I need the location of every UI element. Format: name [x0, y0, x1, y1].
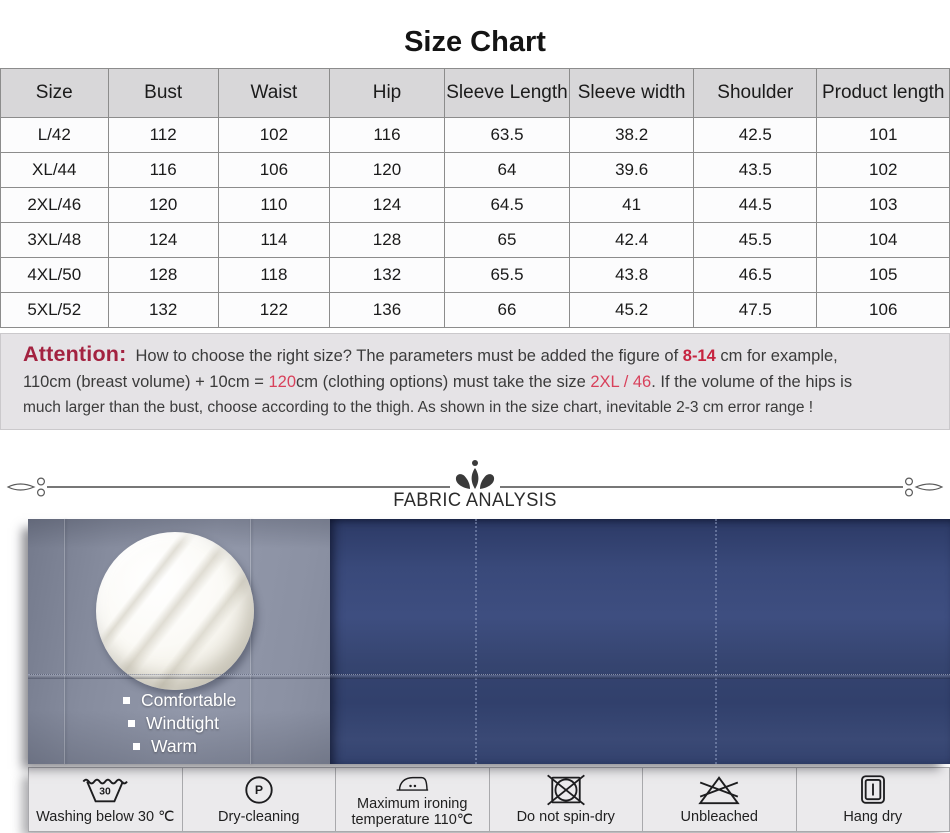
quilt-seam [28, 674, 950, 679]
measure-cell: 45.5 [694, 223, 817, 258]
iron-110-icon [388, 771, 436, 793]
measure-cell: 128 [330, 223, 445, 258]
feature-item [128, 712, 236, 735]
table-row [1, 153, 950, 188]
measure-cell: 65.5 [444, 258, 569, 293]
measure-cell: 124 [108, 223, 218, 258]
svg-text:30: 30 [99, 786, 112, 798]
cotton-filling-inset [96, 532, 254, 690]
fabric-photo [28, 519, 950, 764]
measure-cell: 66 [444, 293, 569, 328]
care-label: Washing below 30 ℃ [36, 808, 175, 825]
measure-cell: 136 [330, 293, 445, 328]
measure-cell: 116 [330, 118, 445, 153]
measure-cell: 64.5 [444, 188, 569, 223]
fabric-gray-panel [28, 519, 330, 764]
fabric-seam [250, 519, 251, 764]
attention-segment: 110cm (breast volume) + 10cm = [23, 372, 269, 391]
wash-30-icon [81, 774, 129, 806]
care-item-ironing [336, 768, 490, 831]
page-title: Size Chart [404, 26, 546, 58]
measure-cell: 112 [108, 118, 218, 153]
measure-cell: 124 [330, 188, 445, 223]
fabric-analysis-heading: FABRIC ANALYSIS [393, 489, 557, 511]
size-chart-table [0, 68, 950, 328]
measure-cell: 43.5 [694, 153, 817, 188]
measure-cell: 39.6 [570, 153, 694, 188]
measure-cell: 110 [218, 188, 329, 223]
column-header: Shoulder [694, 69, 817, 118]
measure-cell: 132 [108, 293, 218, 328]
attention-highlight: 8-14 [682, 347, 716, 365]
feature-label: Comfortable [141, 689, 237, 710]
attention-segment: cm (clothing options) must take the size [296, 372, 591, 391]
column-header: Size [1, 69, 109, 118]
attention-segment: much larger than the bust, choose according to the thigh. As shown in the size chart, inevitable 2-3 cm error range ! [23, 399, 814, 416]
care-label: Hang dry [843, 808, 903, 825]
measure-cell: 120 [108, 188, 218, 223]
measure-cell: 102 [218, 118, 329, 153]
attention-label: Attention: [23, 342, 127, 366]
table-row [1, 223, 950, 258]
measure-cell: 116 [108, 153, 218, 188]
care-item-washing [29, 768, 183, 831]
size-cell: L/42 [1, 118, 109, 153]
measure-cell: 102 [817, 153, 950, 188]
bullet-square-icon [128, 720, 135, 727]
stitch-line [715, 519, 717, 764]
measure-cell: 114 [218, 223, 329, 258]
attention-segment: cm for example, [715, 347, 838, 365]
svg-text:P: P [254, 782, 263, 797]
no-spin-dry-icon [544, 774, 588, 806]
care-label: Do not spin-dry [516, 808, 615, 825]
bullet-square-icon [133, 743, 140, 750]
table-header-row [1, 69, 950, 118]
size-cell: 4XL/50 [1, 258, 109, 293]
size-cell: 3XL/48 [1, 223, 109, 258]
column-header: Sleeve width [570, 69, 694, 118]
table-body [1, 118, 950, 328]
measure-cell: 46.5 [694, 258, 817, 293]
measure-cell: 47.5 [694, 293, 817, 328]
table-row [1, 118, 950, 153]
size-cell: XL/44 [1, 153, 109, 188]
measure-cell: 63.5 [444, 118, 569, 153]
measure-cell: 132 [330, 258, 445, 293]
measure-cell: 104 [817, 223, 950, 258]
feature-list [123, 689, 236, 758]
care-item-dry-cleaning [183, 768, 337, 831]
stitch-line [475, 519, 477, 764]
column-header: Product length [817, 69, 950, 118]
fabric-seam [64, 519, 65, 764]
measure-cell: 38.2 [570, 118, 694, 153]
feature-label: Windtight [146, 712, 219, 733]
size-cell: 2XL/46 [1, 188, 109, 223]
measure-cell: 65 [444, 223, 569, 258]
table-row [1, 188, 950, 223]
bullet-square-icon [123, 697, 130, 704]
measure-cell: 101 [817, 118, 950, 153]
feature-item [133, 735, 236, 758]
measure-cell: 44.5 [694, 188, 817, 223]
attention-segment: . If the volume of the hips is [651, 372, 853, 391]
care-label: Unbleached [680, 808, 758, 825]
measure-cell: 103 [817, 188, 950, 223]
care-item-hang-dry [797, 768, 950, 831]
attention-highlight: 2XL / 46 [590, 372, 652, 391]
attention-segment: How to choose the right size? The parameters must be added the figure of [135, 347, 683, 365]
care-label: Maximum ironing temperature 110℃ [351, 795, 474, 828]
column-header: Hip [330, 69, 445, 118]
attention-note [0, 333, 950, 430]
measure-cell: 41 [570, 188, 694, 223]
column-header: Bust [108, 69, 218, 118]
hang-dry-icon [851, 774, 895, 806]
care-instructions-bar [28, 767, 950, 832]
measure-cell: 122 [218, 293, 329, 328]
measure-cell: 64 [444, 153, 569, 188]
table-row [1, 293, 950, 328]
measure-cell: 45.2 [570, 293, 694, 328]
attention-highlight: 120 [268, 372, 296, 391]
measure-cell: 105 [817, 258, 950, 293]
measure-cell: 128 [108, 258, 218, 293]
no-bleach-icon [695, 774, 743, 806]
dry-clean-icon [239, 774, 279, 806]
feature-item [123, 689, 236, 712]
feature-label: Warm [151, 735, 198, 756]
column-header: Sleeve Length [444, 69, 569, 118]
measure-cell: 106 [218, 153, 329, 188]
column-header: Waist [218, 69, 329, 118]
table-row [1, 258, 950, 293]
care-item-unbleached [643, 768, 797, 831]
measure-cell: 42.5 [694, 118, 817, 153]
measure-cell: 42.4 [570, 223, 694, 258]
measure-cell: 118 [218, 258, 329, 293]
measure-cell: 106 [817, 293, 950, 328]
care-item-no-spin-dry [490, 768, 644, 831]
size-cell: 5XL/52 [1, 293, 109, 328]
fabric-navy-panel [330, 519, 950, 764]
measure-cell: 120 [330, 153, 445, 188]
measure-cell: 43.8 [570, 258, 694, 293]
care-label: Dry-cleaning [218, 808, 300, 825]
